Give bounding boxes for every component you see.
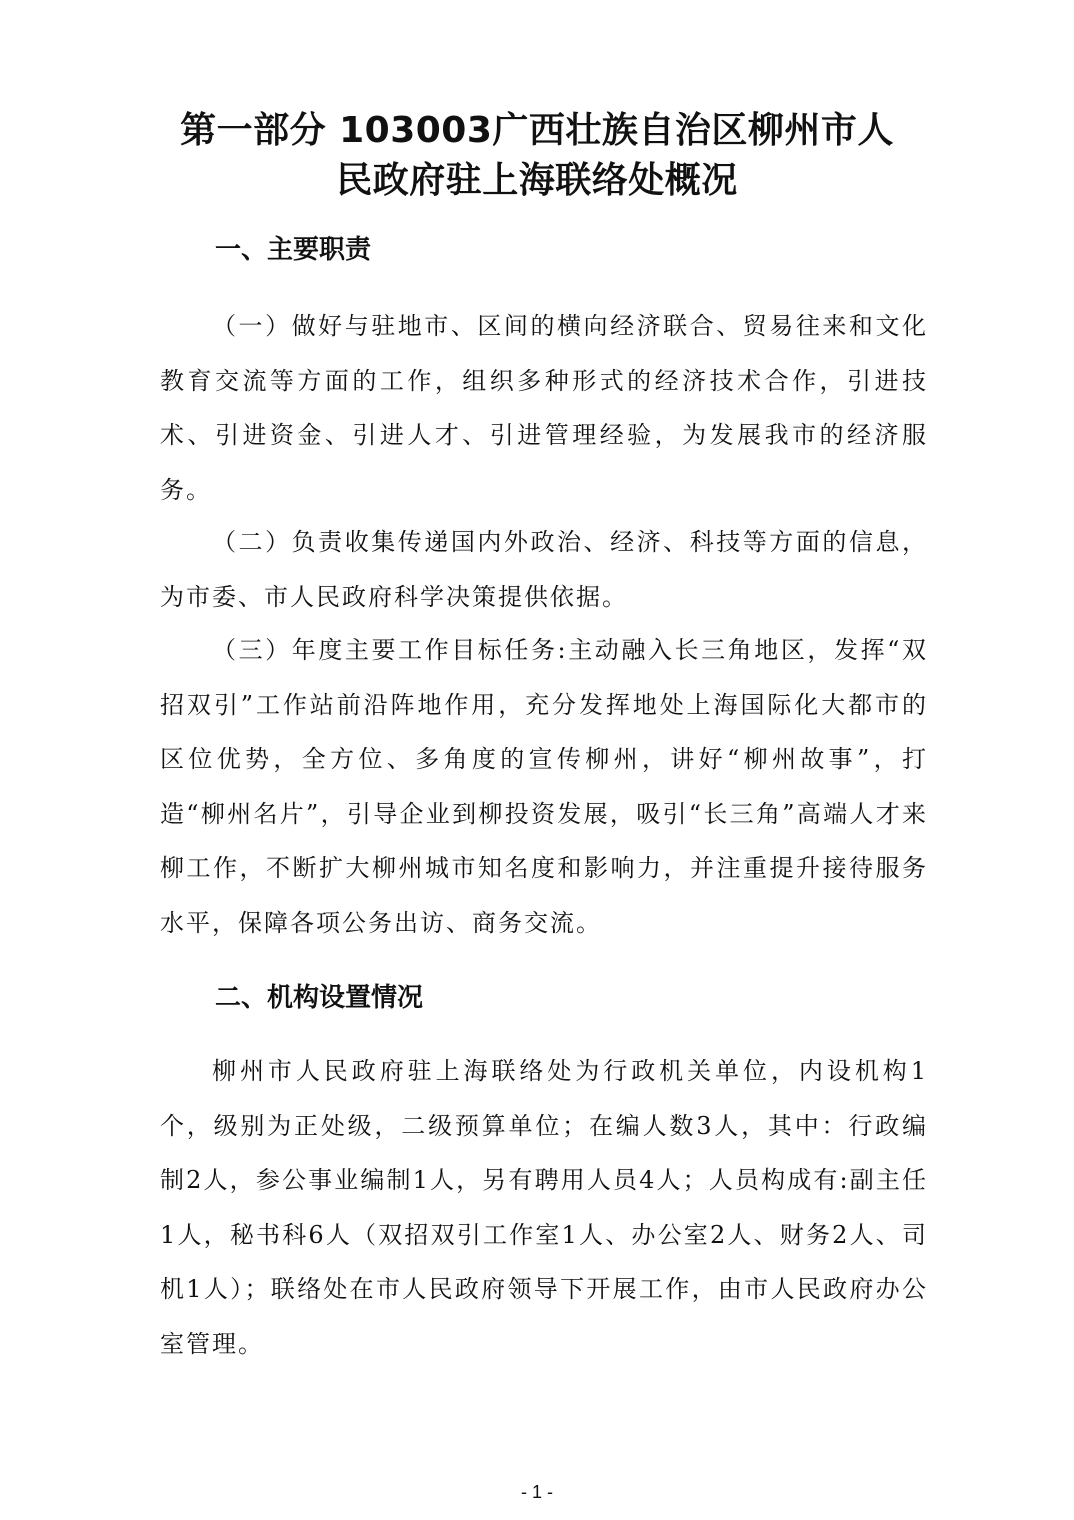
paragraph-duty-2: （二）负责收集传递国内外政治、经济、科技等方面的信息，为市委、市人民政府科学决策提供依据。 [160,528,928,611]
title-line-1: 第一部分 103003广西壮族自治区柳州市人 [180,110,894,151]
document-title [150,106,924,206]
section-heading-organization: 二、机构设置情况 [215,983,424,1013]
title-line-2: 民政府驻上海联络处概况 [336,160,738,201]
paragraph-duty-1: （一）做好与驻地市、区间的横向经济联合、贸易往来和文化教育交流等方面的工作，组织多种形式的经济技术合作，引进技术、引进资金、引进人才、引进管理经验，为发展我市的经济服务。 [160,312,928,504]
section-heading-main-duties: 一、主要职责 [215,235,372,265]
page-number: - 1 - [520,1482,553,1502]
paragraph-organization: 柳州市人民政府驻上海联络处为行政机关单位，内设机构1个，级别为正处级，二级预算单位；在编人数3人，其中：行政编制2人，参公事业编制1人，另有聘用人员4人；人员构成有:副主任1人，秘书科6人（双招双引工作室1人、办公室2人、财务2人、司机1人）；联络处在市人民政府领导下开展工作，由市人民政府办公室管理。 [160,1057,928,1358]
paragraph-duty-3: （三）年度主要工作目标任务:主动融入长三角地区，发挥“双招双引”工作站前沿阵地作用，充分发挥地处上海国际化大都市的区位优势，全方位、多角度的宣传柳州，讲好“柳州故事”，打造“柳州名片”，引导企业到柳投资发展，吸引“长三角”高端人才来柳工作，不断扩大柳州城市知名度和影响力，并注重提升接待服务水平，保障各项公务出访、商务交流。 [160,636,928,937]
